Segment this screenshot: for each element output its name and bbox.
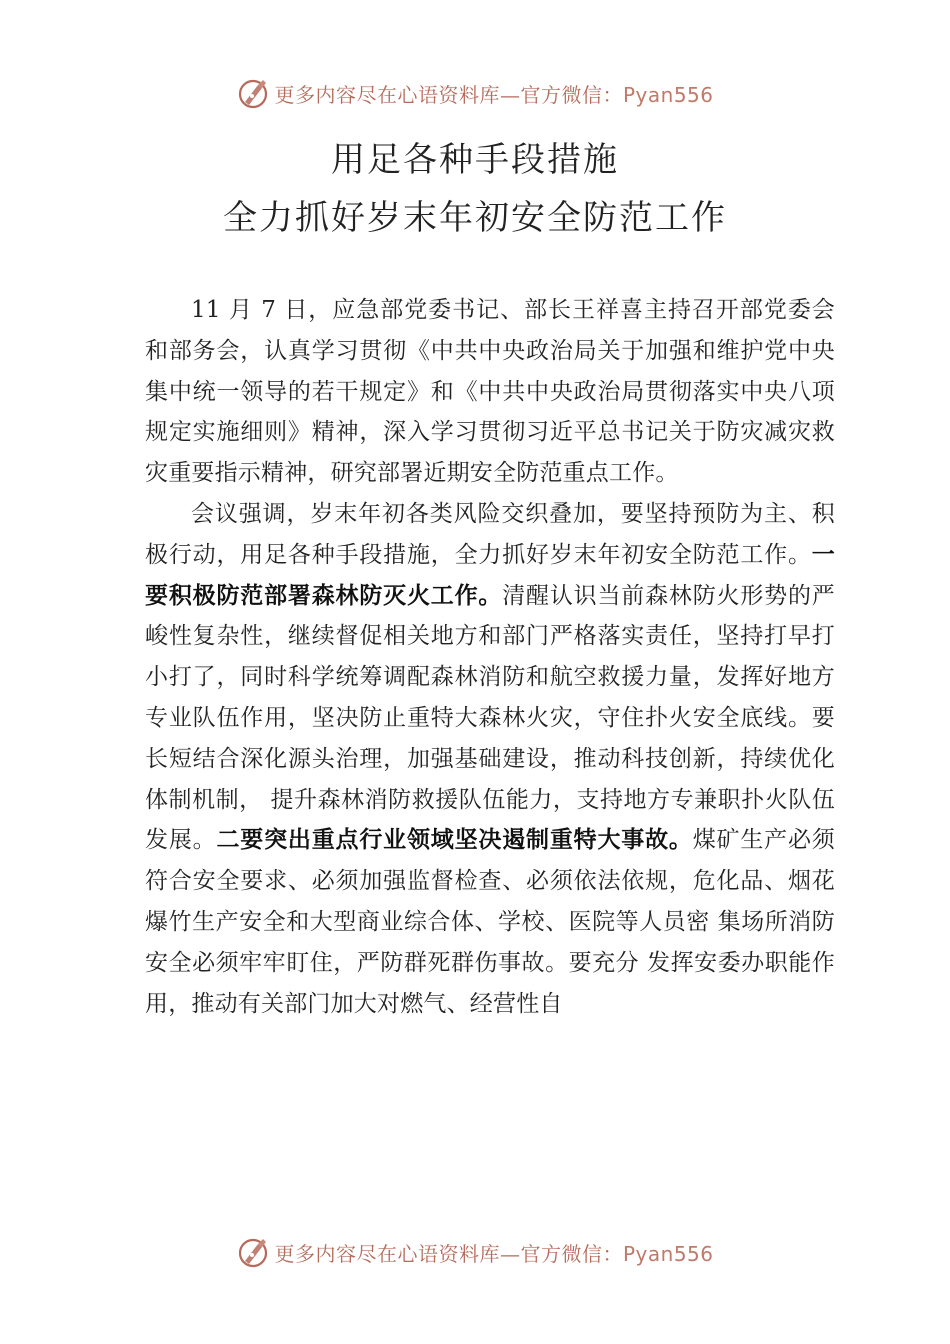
watermark-account: Pyan556 (622, 1241, 714, 1266)
footer-watermark (0, 1232, 950, 1272)
pen-nib-logo-icon (236, 76, 270, 110)
paragraph-2-text-1: 会议强调，岁末年初各类风险交织叠加，要坚持预防为主、积极行动，用足各种手段措施，全力抓好岁末年初安全防范工作。 (145, 500, 835, 568)
paragraph-1: 11 月 7 日，应急部党委书记、部长王祥喜主持召开部党委会和部务会，认真学习贯彻《中共中央政治局关于加强和维护党中央集中统一领导的若干规定》和《中共中央政治局贯彻落实中央八项规定实施细则》精神，深入学习贯彻习近平总书记关于防灾减灾救灾重要指示精神，研究部署近期安全防范重点工作。 (145, 297, 835, 487)
watermark-site-text: 更多内容尽在心语资料库 (274, 82, 500, 107)
watermark-site-text: 更多内容尽在心语资料库 (274, 1241, 500, 1266)
document-body (145, 290, 835, 1024)
watermark-text (274, 79, 713, 108)
pen-nib-logo-icon (236, 1235, 270, 1269)
watermark-text (274, 1238, 713, 1267)
paragraph-2-bold-heading-1: 一要积极防范部署森林防灭火工作。 (145, 541, 835, 609)
paragraph-2-text-2: 清醒认识当前森林防火形势的严峻性复杂性，继续督促相关地方和部门严格落实责任，坚持打早打小打了，同时科学统筹调配森林消防和航空救援力量，发挥好地方专业队伍作用，坚决防止重特大森林火灾，守住扑火安全底线。要长短结合深化源头治理，加强基础建设，推动科技创新，持续优化体制机制， 提升森林消防救援队伍能力，支持地方专兼职扑火队伍发展。 (145, 582, 835, 854)
watermark-dash: — (499, 1241, 521, 1266)
watermark-account: Pyan556 (622, 82, 714, 107)
document-title-line-2: 全力抓好岁末年初安全防范工作 (223, 198, 727, 238)
document-title-line-1: 用足各种手段措施 (331, 140, 619, 180)
header-watermark (0, 73, 950, 113)
watermark-wechat-label: 官方微信： (520, 82, 623, 107)
paragraph-2-bold-heading-2: 二要突出重点行业领域坚决遏制重特大事故。 (216, 827, 693, 854)
paragraph-2-text-3: 煤矿生产必须符合安全要求、必须加强监督检查、必须依法依规，危化品、烟花爆竹生产安全和大型商业综合体、学校、医院等人员密 集场所消防安全必须牢牢盯住，严防群死群伤事故。要充分 发挥安委办职能作用，推动有关部门加大对燃气、经营性自 (145, 827, 836, 1017)
watermark-wechat-label: 官方微信： (520, 1241, 623, 1266)
watermark-dash: — (499, 82, 521, 107)
paragraph-2 (145, 494, 835, 1024)
